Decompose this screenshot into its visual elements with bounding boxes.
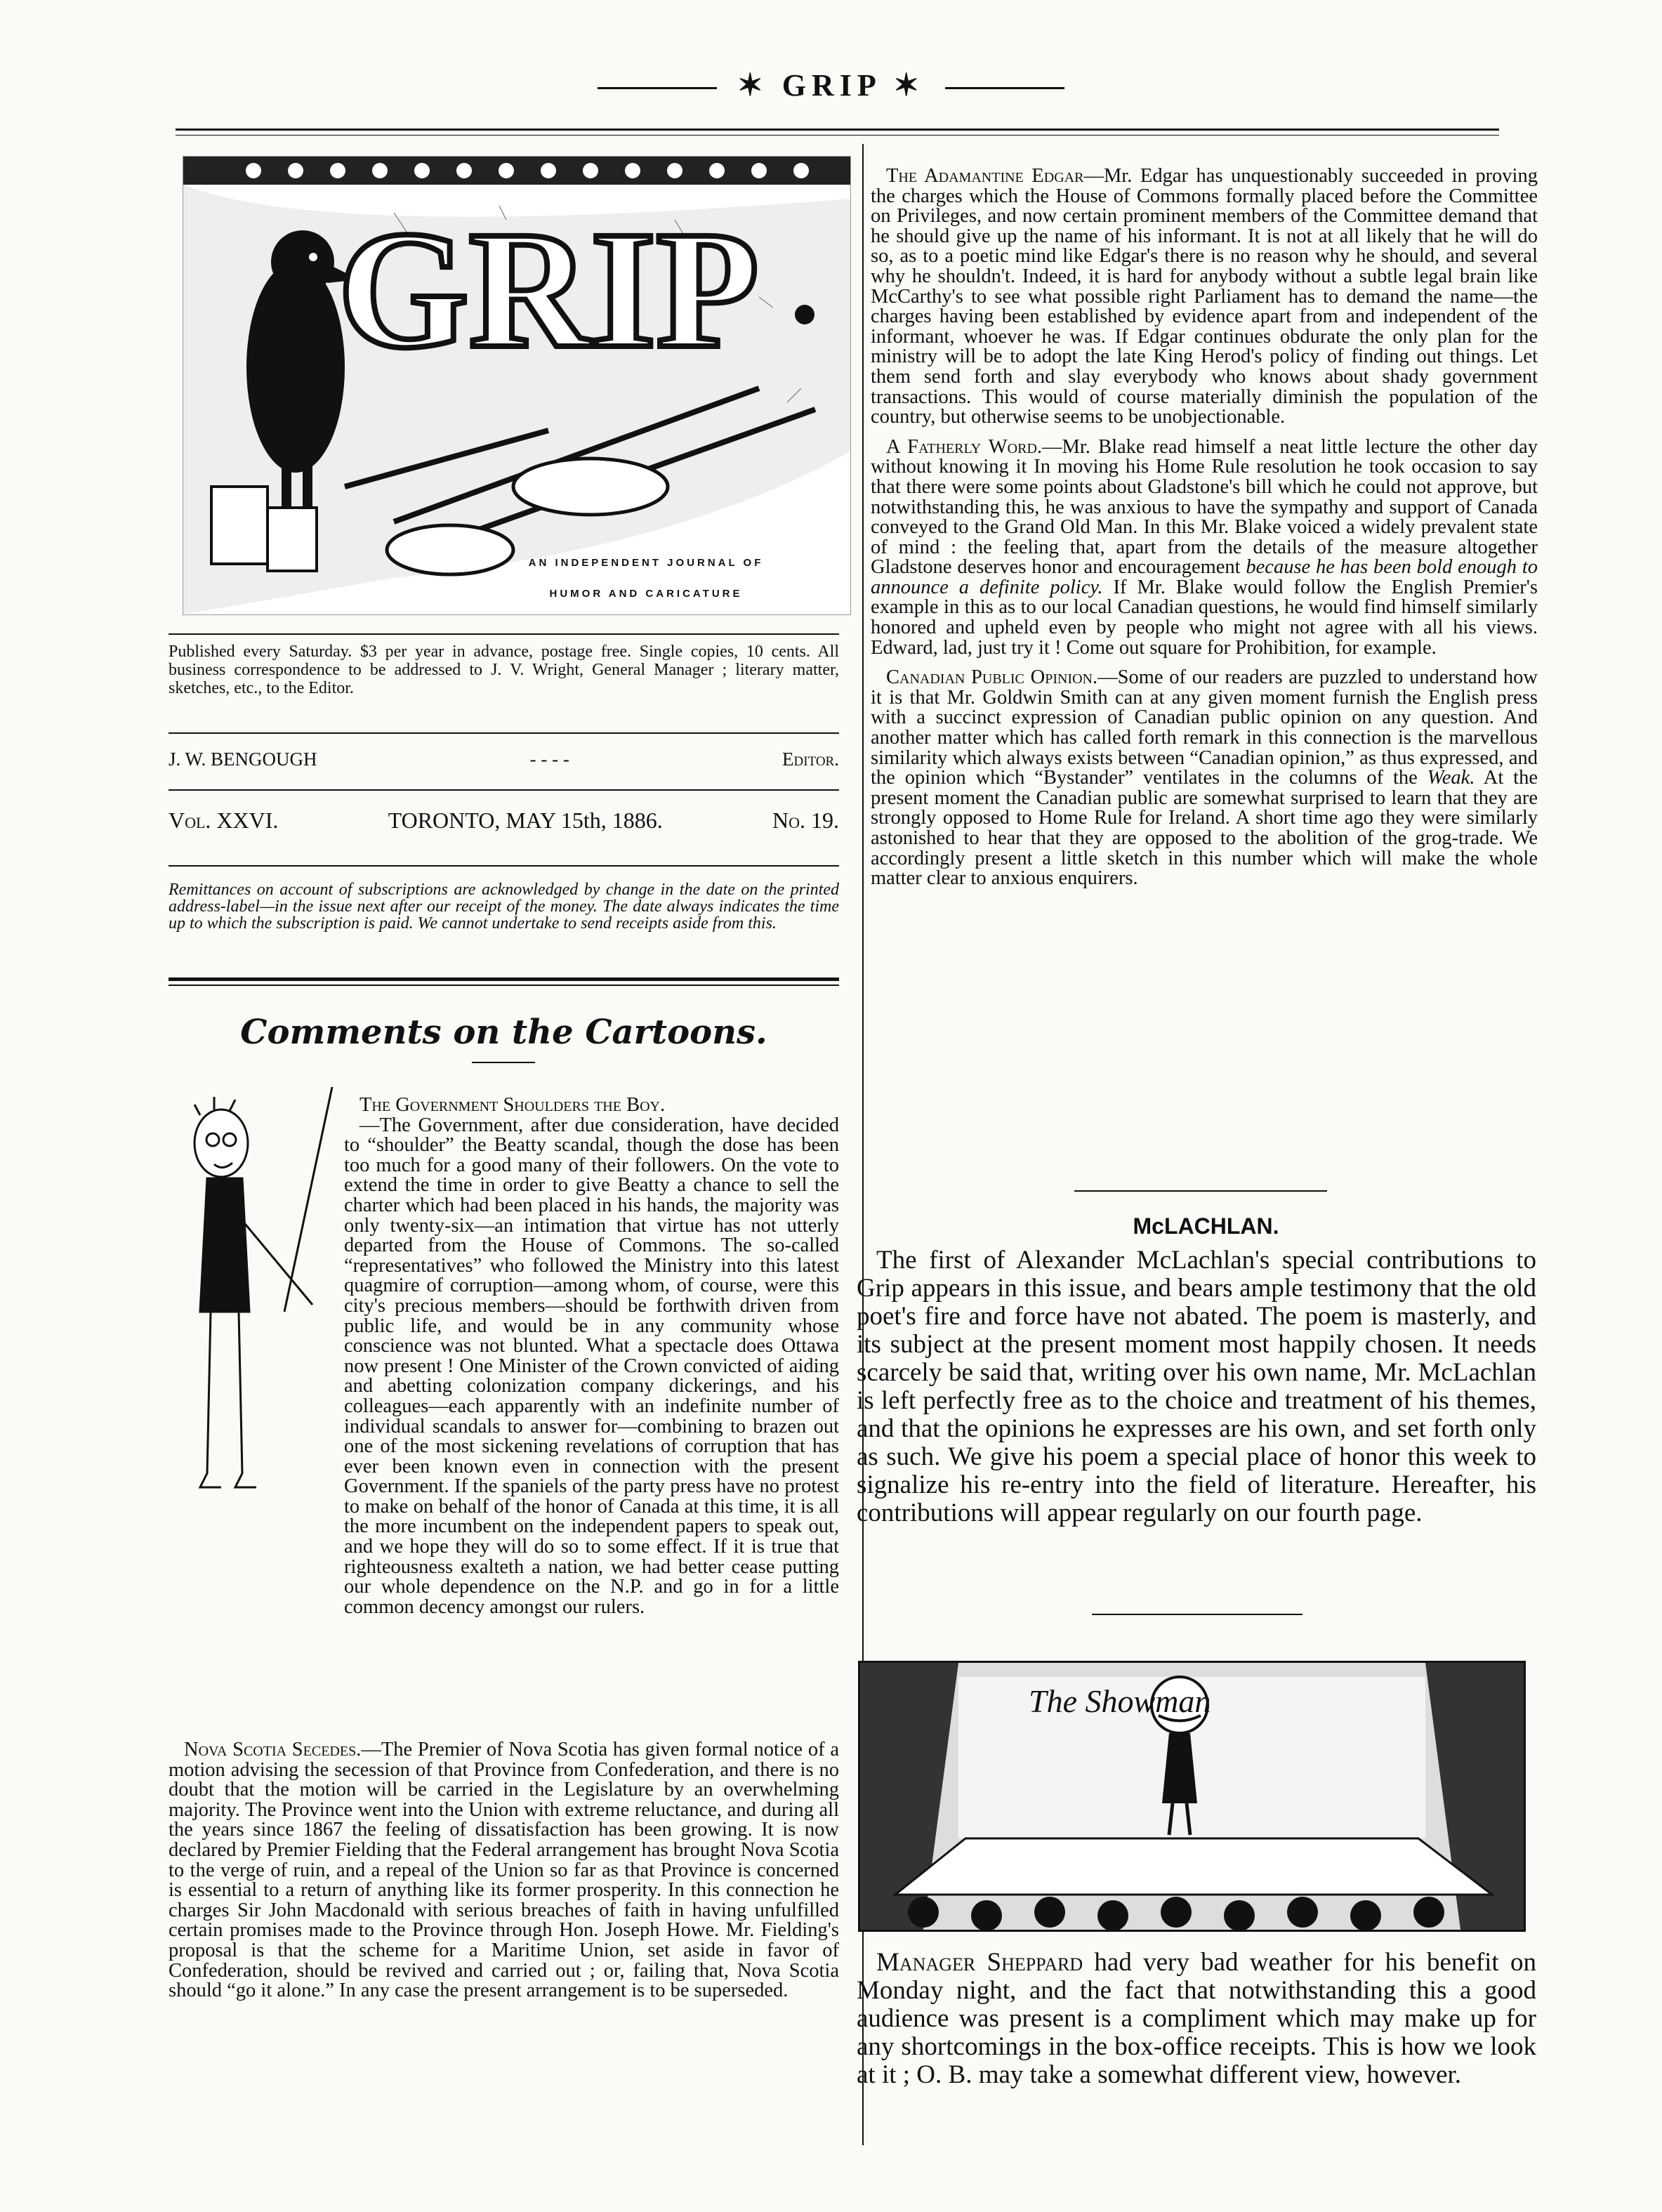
mclachlan-heading: McLACHLAN. — [1133, 1213, 1279, 1239]
article-canadian-title: Canadian Public Opinion. — [886, 666, 1098, 689]
masthead — [0, 67, 1662, 103]
right-column — [871, 166, 1538, 899]
showman-illustration — [858, 1661, 1526, 1932]
article-nova-scotia — [169, 1740, 839, 2011]
article-fatherly-title: A Fatherly Word. — [886, 435, 1043, 458]
short-rule — [472, 1062, 535, 1063]
article-sheppard-body: had very bad weather for his benefit on Monday night, and the fact that notwithstanding this a good audience was present is a compliment which may make up for any shortcomings in the box-office receipts. This is how we look at it ; O. B. may take a somewhat different view, however. — [857, 1948, 1536, 2089]
rule — [169, 789, 839, 791]
article-government — [344, 1095, 839, 1617]
article-fatherly-italic: because he has been bold enough to announce a definite policy. — [871, 556, 1538, 598]
publication-info: Published every Saturday. $3 per year in advance, postage free. Single copies, 10 cents. All business correspondence to be addressed to J. V. Wright, General Manager ; literary matter, sketches, etc., to the Editor. — [169, 643, 839, 697]
article-nova-title: Nova Scotia Secedes. — [184, 1739, 362, 1760]
article-government-title: The Government Shoulders the Boy. — [360, 1094, 666, 1116]
grip-logo-art — [183, 157, 850, 614]
article-edgar-title: The Adamantine Edgar — [886, 165, 1084, 187]
place-date: TORONTO, MAY 15th, 1886. — [388, 808, 663, 833]
header-rule — [176, 129, 1499, 131]
article-canadian — [871, 668, 1538, 889]
showman-art — [860, 1663, 1524, 1930]
editor-name: J. W. BENGOUGH — [169, 749, 317, 770]
rule — [169, 633, 839, 635]
short-rule — [1074, 1190, 1327, 1192]
editor-dashes: - - - - — [529, 749, 569, 770]
article-mclachlan — [857, 1246, 1536, 1527]
article-canadian-italic: Weak. — [1427, 767, 1475, 789]
masthead-star-icon: ✶ — [893, 68, 925, 103]
article-edgar — [871, 166, 1538, 428]
article-fatherly-body-2: If Mr. Blake would follow the English Premier's example in this as to our local Canadian questions, he would find himself similarly honored and upheld even by people who might not agree with all his views. Edward, lad, just try it ! Come out square for Prohibition, for example. — [871, 576, 1538, 659]
logo-title: GRIP — [338, 196, 759, 383]
remittance-note: Remittances on account of subscriptions are acknowledged by change in the date on the printed address-label—in the issue next after our receipt of the money. The date always indicates the time up to which the subscription is paid. We cannot undertake to send receipts aside from this. — [169, 881, 839, 933]
comments-heading: Comments on the Cartoons. — [240, 1013, 767, 1052]
logo-subtitle — [470, 548, 822, 610]
rule — [169, 865, 839, 867]
header-rule-thin — [176, 135, 1499, 136]
volume-line — [169, 808, 839, 834]
editor-line — [169, 749, 839, 770]
editor-title: Editor. — [782, 749, 839, 770]
issue-number: No. 19. — [772, 808, 839, 833]
section-rule-thin — [169, 985, 839, 986]
rule — [169, 732, 839, 734]
article-fatherly-body-1: —Mr. Blake read himself a neat little lecture the other day without knowing it In moving his Home Rule resolution he took occasion to say that there were some points about Gladstone's bill which he could not approve, but notwithstanding this, he was anxious to have the sympathy and support of Canada conveyed to the Grand Old Man. In this Mr. Blake voiced a widely prevalent state of mind : the feeling that, apart from the details of the measure altogether Gladstone deserves honor and encouragement — [871, 435, 1538, 579]
article-fatherly — [871, 437, 1538, 659]
article-mclachlan-body: The first of Alexander McLachlan's special contributions to Grip appears in this issue, and bears ample testimony that the old poet's fire and force have not abated. The poem is masterly, and its subject at the present moment most happily chosen. It needs scarcely be said that, writing over his own name, Mr. McLachlan is left perfectly free as to the choice and treatment of his themes, and that the opinions he expresses are his own, and set forth only as such. We give his poem a special place of honor this week to signalize his re-entry into the field of literature. Hereafter, his contributions will appear regularly on our fourth page. — [857, 1246, 1536, 1527]
masthead-title: GRIP — [781, 68, 881, 103]
article-government-body: —The Government, after due consideration, have decided to “shoulder” the Beatty scandal, though the dose has been too much for a good many of their followers. On the vote to extend the time in order to give Beatty a chance to sell the charter which had been placed in his hands, the majority was only twenty-six—an intimation that virtue has not utterly departed from the House of Commons. The so-called “representatives” who followed the Ministry into this latest quagmire of corruption—among whom, of course, were this city's precious members—should be forthwith driven from public life, and would be in any community whose conscience was not blunted. What a spectacle does Ottawa now present ! One Minister of the Crown convicted of aiding and abetting colonization company dickerings, and his colleagues—each apparently with an indefinite number of individual scandals to answer for—combining to brazen out one of the most sickening revelations of corruption that has ever been known even in connection with the present Government. If the spaniels of the party press have no protest to make on behalf of the honor of Canada at this time, it is all the more incumbent on the independent papers to speak out, and we hope they will do so to some effect. If it is true that righteousness exalteth a nation, we had better cease putting our whole dependence on the N.P. and go in for a little common decency amongst our rulers. — [344, 1114, 839, 1618]
article-edgar-body: —Mr. Edgar has unquestionably succeeded in proving the charges which the House of Commons formally placed before the Committee on Privileges, and now certain prominent members of the Committee demand that he should give up the name of his informant. It is not at all likely that he will do so, as to a poetic mind like Edgar's there is no reason why he should, and several why he shouldn't. Indeed, it is hard for anybody without a subtle legal brain like McCarthy's to see what possible right Parliament has to demand the name—the charges having been established by evidence apart from and independent of the informant, whoever he was. If Edgar continues obdurate the only plan for the ministry will be to adopt the late King Herod's policy of finding out things. Let them send forth and slay everybody who knows about shady government transactions. This would of course materially diminish the population of the country, but otherwise seems to be unobjectionable. — [871, 165, 1538, 428]
article-nova-body: —The Premier of Nova Scotia has given formal notice of a motion advising the secession of that Province from Confederation, and there is no doubt that the motion will be carried in the Legislature by an overwhelming majority. The Province went into the Union with extreme reluctance, and during all the years since 1867 the feeling of dissatisfaction has been growing. It is now declared by Premier Fielding that the Federal arrangement has brought Nova Scotia to the verge of ruin, and a repeal of the Union so far as that Province is concerned is essential to a return of anything like its former prosperity. In this connection he charges Sir John Macdonald with serious breaches of faith in having unfulfilled certain promises made to the Province through Hon. Joseph Howe. Mr. Fielding's proposal is that the scheme for a Maritime Union, set aside in favor of Confederation, should be revived and carried out ; or, failing that, Nova Scotia should “go it alone.” In any case the present arrangement is to be superseded. — [169, 1739, 839, 2002]
article-canadian-body-2: At the present moment the Canadian public are somewhat surprised to learn that they are strongly opposed to Home Rule for Ireland. A short time ago they were similarly astonished to hear that they are opposed to the abolition of the grog-trade. We accordingly present a little sketch in this number which will make the whole matter clear to anxious enquirers. — [871, 767, 1538, 890]
short-rule — [1092, 1614, 1302, 1615]
section-rule — [169, 977, 839, 981]
article-canadian-body-1: —Some of our readers are puzzled to understand how it is that Mr. Goldwin Smith can at any given moment furnish the English press with a succinct expression of Canadian public opinion on any question. And another matter which has called forth remark in this connection is the marvellous similarity which always exists between “Canadian opinion,” as thus expressed, and the opinion which “Bystander” ventilates in the columns of the — [871, 666, 1538, 789]
masthead-rule-right — [945, 87, 1064, 89]
grip-logo-illustration — [183, 156, 851, 615]
article-sheppard-lead: Manager Sheppard — [876, 1948, 1083, 1977]
logo-subtitle-line2: HUMOR AND CARICATURE — [549, 588, 743, 600]
article-sheppard — [857, 1949, 1536, 2089]
masthead-star-icon: ✶ — [737, 68, 769, 103]
masthead-rule-left — [598, 87, 717, 89]
volume: Vol. XXVI. — [169, 808, 279, 833]
logo-subtitle-line1: AN INDEPENDENT JOURNAL OF — [528, 557, 764, 569]
showman-caption: The Showman — [1029, 1683, 1211, 1719]
